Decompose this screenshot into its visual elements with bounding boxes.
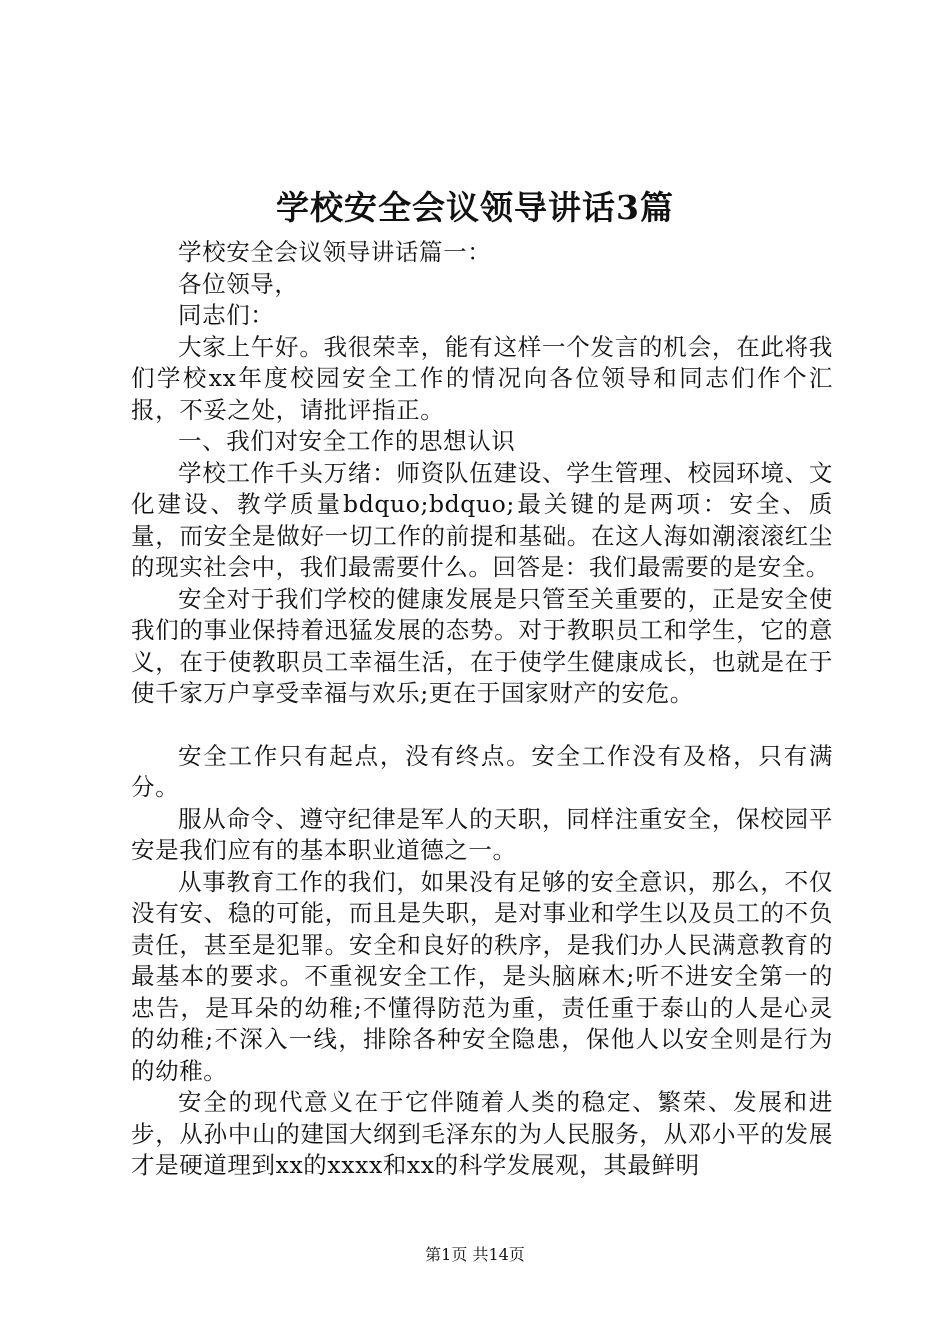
paragraph: 服从命令、遵守纪律是军人的天职，同样注重安全，保校园平安是我们应有的基本职业道德之一。 — [131, 804, 833, 864]
paragraph: 大家上午好。我很荣幸，能有这样一个发言的机会，在此将我们学校xx年度校园安全工作的情况向各位领导和同志们作个汇报，不妥之处，请批评指正。 — [131, 332, 833, 424]
paragraph: 安全的现代意义在于它伴随着人类的稳定、繁荣、发展和进步，从孙中山的建国大纲到毛泽东的为人民服务，从邓小平的发展才是硬道理到xx的xxxx和xx的科学发展观，其最鲜明 — [131, 1088, 833, 1179]
paragraph: 从事教育工作的我们，如果没有足够的安全意识，那么，不仅没有安、稳的可能，而且是失职，是对事业和学生以及员工的不负责任，甚至是犯罪。安全和良好的秩序，是我们办人民满意教育的最基本的要求。不重视安全工作，是头脑麻木;听不进安全第一的忠告，是耳朵的幼稚;不懂得防范为重，责任重于泰山的人是心灵的幼稚;不深入一线，排除各种安全隐患，保他人以安全则是行为的幼稚。 — [131, 867, 833, 1085]
document-title: 学校安全会议领导讲话3篇 — [276, 188, 674, 227]
paragraph: 安全工作只有起点，没有终点。安全工作没有及格，只有满分。 — [131, 741, 833, 801]
document-body — [131, 237, 833, 1182]
paragraph: 安全对于我们学校的健康发展是只管至关重要的，正是安全使我们的事业保持着迅猛发展的态势。对于教职员工和学生，它的意义，在于使教职员工幸福生活，在于使学生健康成长，也就是在于使千家万户享受幸福与欢乐;更在于国家财产的安危。 — [131, 584, 833, 707]
page-number-footer: 第1页 共14页 — [425, 1245, 525, 1264]
paragraph: 学校工作千头万绪：师资队伍建设、学生管理、校园环境、文化建设、教学质量bdquo;bdquo;最关键的是两项：安全、质量，而安全是做好一切工作的前提和基础。在这人海如潮滚滚红尘的现实社会中，我们最需要什么。回答是：我们最需要的是安全。 — [131, 458, 833, 581]
paragraph-section-heading: 学校安全会议领导讲话篇一： — [178, 238, 492, 266]
paragraph-subheading: 一、我们对安全工作的思想认识 — [178, 427, 516, 455]
paragraph-salutation: 同志们： — [178, 301, 275, 329]
paragraph-salutation: 各位领导， — [178, 269, 299, 298]
